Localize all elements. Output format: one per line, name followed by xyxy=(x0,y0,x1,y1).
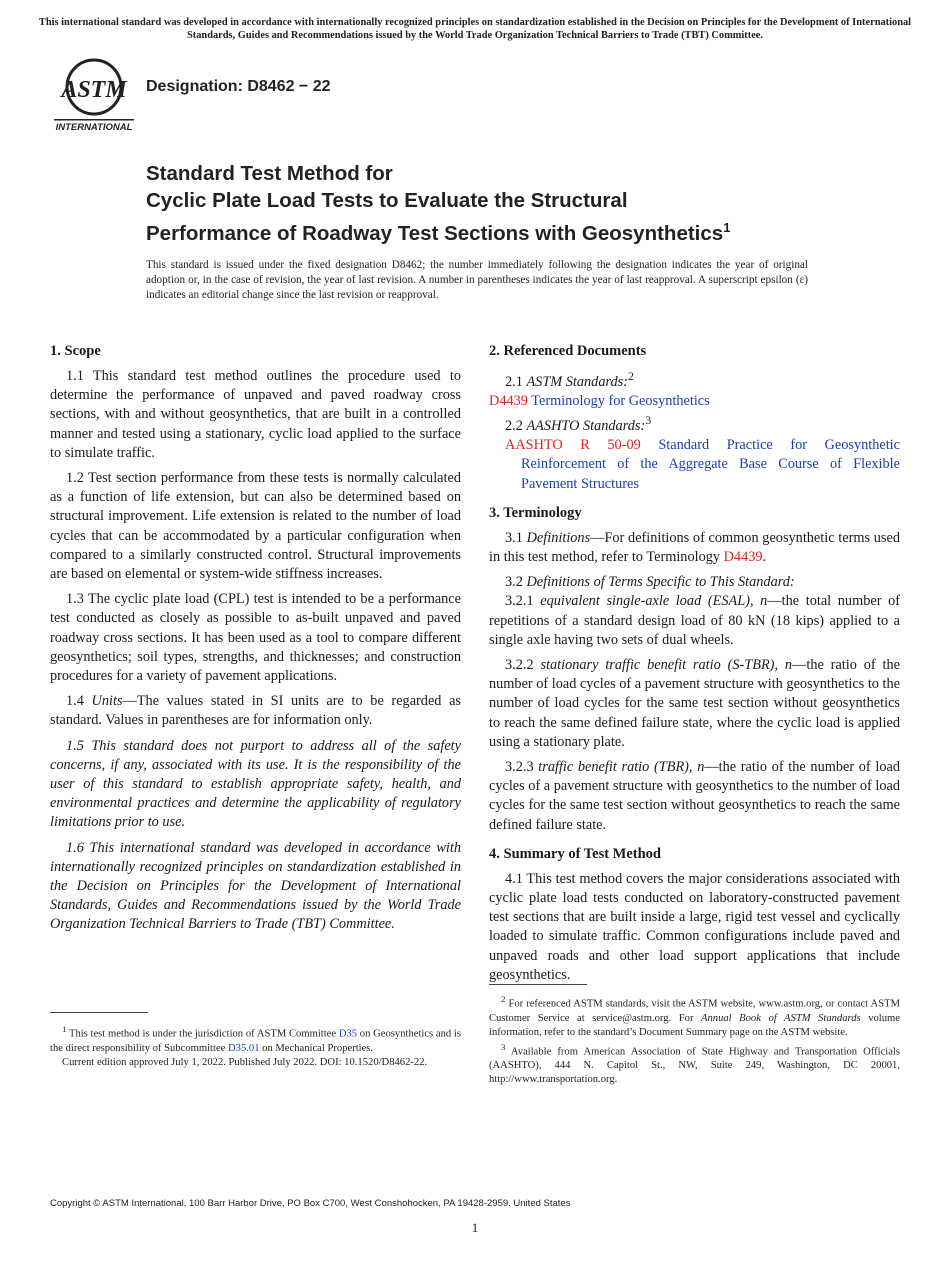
ref-2-2-num: 2.2 xyxy=(505,417,527,434)
ref-2-1-label: ASTM Standards: xyxy=(526,373,628,390)
para-1-4-label: Units xyxy=(91,693,123,710)
top-notice: This international standard was developed in accordance with internationally recognized principles on standardization established in the Decision on Principles for the Development of International Standards, Guides and Recommendations issued by the World Trade Organization Technical Barriers to Trade (TBT) Committee. xyxy=(38,17,912,41)
footnote-3 xyxy=(489,1040,900,1088)
para-1-5 xyxy=(50,737,461,833)
para-3-2-2-num: 3.2.2 xyxy=(505,656,541,673)
para-3-2-1 xyxy=(489,592,900,650)
para-3-2-3-text: —the ratio of the number of load cycles of a pavement structure with geosynthetics to the number of load cycles for the same test section without geosynthetics to reach the same defined failure state. xyxy=(489,758,900,833)
term-s-tbr: stationary traffic benefit ratio (S-TBR), n xyxy=(540,656,793,673)
para-1-2: 1.2 Test section performance from these tests is normally calculated as a function of life extension, but can also be determined based on structural improvement. Life extension is related to the number of load cycles that can be accommodated by a particular configuration when compared to a similarly constructed control. Structural improvements are based on elemental or system-wide stiffness increases. xyxy=(50,470,461,583)
footnote-2-3 xyxy=(489,992,900,1087)
ref-2-2-label: AASHTO Standards: xyxy=(526,417,646,434)
footnote-2-book: Annual Book of ASTM Standards xyxy=(701,1012,861,1024)
ref-aashto-r50-link[interactable]: AASHTO R 50-09 xyxy=(505,437,641,454)
left-column xyxy=(50,342,461,941)
d35-01-link[interactable]: D35.01 xyxy=(228,1042,260,1054)
para-1-6-text: 1.6 This international standard was developed in accordance with internationally recognized principles on standardization established in the Decision on Principles for the Development of International Standards, Guides and Recommendations issued by the World Trade Organization Technical Barriers to Trade (TBT) Committee. xyxy=(50,839,461,933)
footnote-1-edition: Current edition approved July 1, 2022. Published July 2022. DOI: 10.1520/D8462-22. xyxy=(62,1056,428,1068)
para-3-2 xyxy=(489,573,900,592)
section-3-heading: 3. Terminology xyxy=(489,504,582,521)
para-1-4 xyxy=(50,692,461,730)
footnote-3-marker[interactable]: 3 xyxy=(645,413,652,428)
footnote-1-part-a: This test method is under the jurisdiction of ASTM Committee xyxy=(66,1028,339,1040)
footnote-2-marker[interactable]: 2 xyxy=(628,369,634,383)
ref-d4439-title[interactable]: Terminology for Geosynthetics xyxy=(531,392,710,409)
logo-subtext: INTERNATIONAL xyxy=(55,122,133,133)
footnote-3-num: 3 xyxy=(501,1041,506,1052)
para-3-1-label: Definitions xyxy=(526,529,591,546)
para-1-4-num: 1.4 xyxy=(66,693,92,710)
para-3-2-3-num: 3.2.3 xyxy=(505,758,539,775)
para-4-1: 4.1 This test method covers the major considerations associated with cyclic plate load tests conducted on laboratory-constructed pavement test sections that are built inside a large, rigid test vessel and cyclically loaded to simulate traffic. Common configurations include paved and unpaved roads and other load support applications that include geosynthetics. xyxy=(489,870,900,983)
term-esal: equivalent single-axle load (ESAL), n xyxy=(540,593,768,610)
para-3-1 xyxy=(489,529,900,567)
para-3-2-1-text: —the total number of repetitions of a standard design load of 80 kN (18 kips) applied to a single axle having two sets of dual wheels. xyxy=(489,593,901,648)
right-column xyxy=(489,342,900,991)
para-1-1: 1.1 This standard test method outlines the procedure used to determine the performance of unpaved and paved roadway cross sections, with and without geosynthetics, that are built in a controlled manner and tested using a stationary, cyclic load applied to the surface to simulate traffic. xyxy=(50,368,461,461)
para-3-2-2 xyxy=(489,656,900,752)
para-3-1-text: —For definitions of common geosynthetic terms used in this test method, refer to Terminology xyxy=(489,529,900,565)
section-1-heading: 1. Scope xyxy=(50,343,101,359)
para-1-5-text: 1.5 This standard does not purport to address all of the safety concerns, if any, associated with its use. It is the responsibility of the user of this standard to establish appropriate safety, health, and environmental practices and determine the applicability of regulatory limitations prior to use. xyxy=(50,737,461,831)
logo-letters: ASTM xyxy=(61,77,127,103)
copyright: Copyright © ASTM International, 100 Barr Harbor Drive, PO Box C700, West Conshohocken, PA 19428-2959. United States xyxy=(50,1198,571,1209)
para-3-2-1-num: 3.2.1 xyxy=(505,593,541,610)
title-line-1: Standard Test Method for xyxy=(146,162,393,185)
term-tbr: traffic benefit ratio (TBR), n xyxy=(538,758,705,775)
footnote-rule-left xyxy=(50,1012,148,1013)
astm-logo xyxy=(52,55,136,133)
para-3-2-2-text: —the ratio of the number of load cycles of a pavement structure with geosynthetics to the number of load cycles for the same test section without geosynthetics to reach the same defined failure state, where the cyclic load is applied using a stationary plate. xyxy=(489,656,900,750)
ref-2-1-num: 2.1 xyxy=(505,373,527,390)
para-1-4-text: —The values stated in SI units are to be regarded as standard. Values in parentheses are for information only. xyxy=(50,693,461,729)
para-3-2-label: Definitions of Terms Specific to This Standard: xyxy=(526,574,795,591)
footnote-1-part-b: on Geosynthetics and is the direct responsibility of Subcommittee xyxy=(50,1028,461,1054)
d35-link[interactable]: D35 xyxy=(338,1028,358,1040)
footnote-2-part-a: For referenced ASTM standards, visit the ASTM website, www.astm.org, or contact ASTM Customer Service at service@astm.org. For xyxy=(489,998,900,1024)
footnote-1-text xyxy=(50,1022,461,1056)
ref-aashto-r50 xyxy=(489,436,900,494)
footnote-1-num: 1 xyxy=(62,1024,67,1034)
section-4-heading: 4. Summary of Test Method xyxy=(489,845,661,862)
para-1-3: 1.3 The cyclic plate load (CPL) test is intended to be a performance test conducted as closely as possible to as-built unpaved and paved roadway cross sections. It has been used as a tool to compare different geosynthetics; soil types, strengths, and thicknesses; and construction procedures for a variety of pavement applications. xyxy=(50,591,461,685)
title-line-3 xyxy=(146,214,866,247)
d4439-link[interactable]: D4439 xyxy=(723,548,763,565)
ref-d4439-link[interactable]: D4439 xyxy=(489,392,528,409)
footnote-2 xyxy=(489,992,900,1040)
title-line-3-text: Performance of Roadway Test Sections with Geosynthetics xyxy=(146,221,724,245)
footnote-2-num: 2 xyxy=(501,994,506,1004)
footnote-1 xyxy=(50,1022,461,1070)
para-3-1-end: . xyxy=(762,548,767,565)
title-footnote-marker[interactable]: 1 xyxy=(723,220,731,235)
footnote-rule-right xyxy=(489,984,587,985)
para-3-1-num: 3.1 xyxy=(505,529,527,546)
footnote-2-part-b: volume information, refer to the standard’s Document Summary page on the ASTM website. xyxy=(489,1012,900,1038)
ref-aashto-r50-title[interactable]: Standard Practice for Geosynthetic Reinforcement of the Aggregate Base Course of Flexible Pavement Structures xyxy=(521,437,900,492)
ref-2-1 xyxy=(489,367,900,392)
para-3-2-3 xyxy=(489,758,900,835)
title-line-2: Cyclic Plate Load Tests to Evaluate the Structural xyxy=(146,189,628,212)
ref-2-2 xyxy=(489,411,900,436)
footnote-3-text: Available from American Association of State Highway and Transportation Officials (AASHTO), 444 N. Capitol St., NW, Suite 249, Washington, DC 20001, http://www.transportation.org. xyxy=(489,1046,900,1086)
intro-note: This standard is issued under the fixed designation D8462; the number immediately following the designation indicates the year of original adoption or, in the case of revision, the year of last revision. A number in parentheses indicates the year of last reapproval. A superscript epsilon (ε) indicates an editorial change since the last revision or reapproval. xyxy=(146,259,808,301)
footnote-1-part-c: on Mechanical Properties. xyxy=(259,1042,374,1054)
para-3-2-num: 3.2 xyxy=(505,574,527,591)
designation: Designation: D8462 − 22 xyxy=(146,78,331,95)
para-1-6 xyxy=(50,839,461,935)
page-number: 1 xyxy=(471,1220,479,1235)
ref-d4439 xyxy=(489,392,900,411)
document-title xyxy=(146,160,866,247)
section-2-heading: 2. Referenced Documents xyxy=(489,343,647,359)
